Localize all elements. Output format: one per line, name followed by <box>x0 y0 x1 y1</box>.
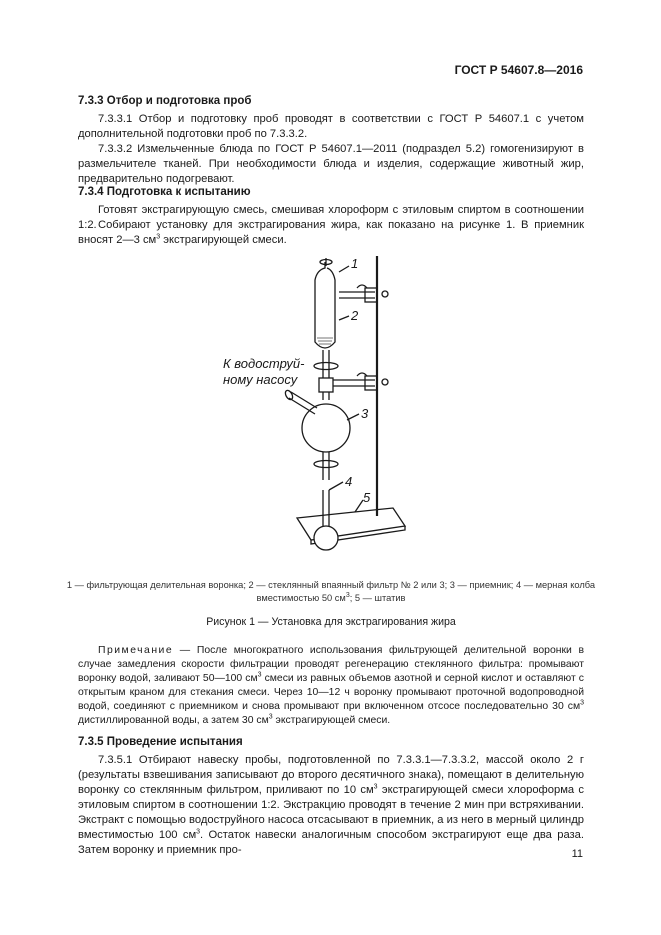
figure-legend: 1 — фильтрующая делительная воронка; 2 — стеклянный впаянный фильтр № 2 или 3; 3 — приемник; 4 — мерная колба вместимостью 50 $см^3$; 5 — штатив <box>66 580 596 603</box>
pump-label-line2: ному насосу <box>223 372 298 387</box>
paragraph-7-3-3-2: 7.3.3.2 Измельченные блюда по ГОСТ Р 54607.1—2011 (подраздел 5.2) гомогенизируют в размельчителе тканей. При необходимости блюда и изделия, содержащие животный жир, предварительно подогревают. <box>78 143 584 185</box>
paragraph-7-3-3-1: 7.3.3.1 Отбор и подготовку проб проводят в соответствии с ГОСТ Р 54607.1 с учетом дополнительной подготовки проб по 7.3.3.2. <box>78 113 584 140</box>
upper-clamp <box>339 292 375 298</box>
page-number: 11 <box>571 848 583 860</box>
paragraph-7-3-5-1: 7.3.5.1 Отбирают навеску пробы, подготовленной по 7.3.3.1—7.3.3.2, массой около 2 г (результаты взвешивания записывают до второго десятичного знака), помещают в делительную воронку со стеклянным фильтром, приливают по 10 $см^3$ экстрагирующей смеси хлороформа с этиловым спиртом в соотношении 1:2. Экстракцию проводят в течение 2 мин при встряхивании. Экстракт с помощью водоструйного насоса отсасывают в приемник, а из него в мерный цилиндр вместимостью 100 $см^3$. Остаток навески аналогичным способом экстрагируют еще два раза. Затем воронку и приемник про- <box>78 754 584 856</box>
volumetric-flask-bulb <box>314 526 338 550</box>
paragraph-7-3-4-a: Готовят экстрагирующую смесь, смешивая хлороформ с этиловым спиртом в соотношении 1:2. <box>78 204 584 231</box>
extraction-apparatus-figure <box>215 250 435 570</box>
note-paragraph: Примечание — После многократного использования фильтрующей делительной воронки в случае замедления скорости фильтрации проводят регенерацию стеклянного фильтра: промывают воронку водой, заливают 50—100 $см^3$ смеси из равных объемов азотной и серной кислот и оставляют с открытым краном для стекания смеси. Через 10—12 ч воронку промывают проточной водопроводной водой, соединяют с приемником и снова промывают при включенном отсосе последовательно 30 $см^3$ дистиллированной воды, а затем 30 $см^3$ экстрагирующей смеси. <box>78 645 584 726</box>
section-7-3-3-title: 7.3.3 Отбор и подготовка проб <box>78 95 252 107</box>
stand-base <box>297 508 405 540</box>
section-7-3-5-title: 7.3.5 Проведение испытания <box>78 736 243 748</box>
document-header: ГОСТ Р 54607.8—2016 <box>454 63 583 77</box>
pump-label-line1: К водоструй- <box>223 356 305 371</box>
label-5: 5 <box>363 490 371 505</box>
paragraph-7-3-4-b: Собирают установку для экстрагирования жира, как показано на рисунке 1. В приемник вносят 2—3 $см^3$ экстрагирующей смеси. <box>78 219 584 246</box>
label-1: 1 <box>351 256 359 271</box>
middle-clamp <box>333 380 375 386</box>
receiver-flask <box>302 404 350 452</box>
section-7-3-4-title: 7.3.4 Подготовка к испытанию <box>78 186 251 198</box>
figure-title: Рисунок 1 — Установка для экстрагирования жира <box>206 616 456 628</box>
label-3: 3 <box>361 406 369 421</box>
label-4: 4 <box>345 474 353 489</box>
label-2: 2 <box>351 308 359 323</box>
